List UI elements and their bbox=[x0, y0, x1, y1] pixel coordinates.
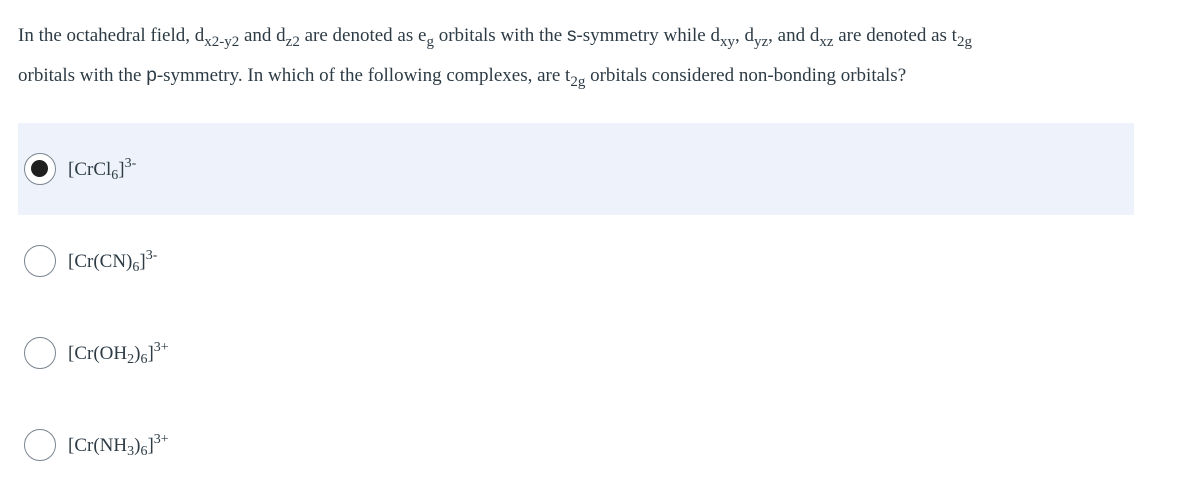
formula-charge: 3- bbox=[145, 248, 158, 264]
radio-button[interactable] bbox=[24, 429, 56, 461]
subscript: xz bbox=[819, 34, 834, 50]
formula-subscript: 6 bbox=[140, 352, 148, 368]
formula-subscript: 3 bbox=[127, 444, 135, 460]
answer-option-label bbox=[68, 156, 137, 184]
subscript: 2g bbox=[956, 34, 972, 50]
subscript: yz bbox=[753, 34, 769, 50]
radio-button[interactable] bbox=[24, 245, 56, 277]
question-text-fragment: , d bbox=[734, 25, 754, 46]
formula-subscript: 6 bbox=[111, 168, 119, 184]
question-text-fragment: In the octahedral field, d bbox=[18, 25, 205, 46]
question-text-fragment: orbitals with the bbox=[433, 25, 567, 46]
answer-option[interactable] bbox=[18, 399, 1134, 491]
radio-selected-dot bbox=[31, 160, 48, 177]
question-line-2 bbox=[18, 56, 1178, 96]
question-text-fragment: , and d bbox=[768, 25, 820, 46]
question-text-fragment: orbitals considered non-bonding orbitals? bbox=[585, 65, 907, 86]
radio-button[interactable] bbox=[24, 153, 56, 185]
question-text bbox=[18, 16, 1178, 96]
question-text-fragment: -symmetry while d bbox=[576, 25, 720, 46]
answer-option[interactable] bbox=[18, 215, 1134, 307]
subscript: g bbox=[426, 34, 434, 50]
answer-options bbox=[18, 123, 1134, 491]
formula-charge: 3+ bbox=[153, 340, 169, 356]
formula-part: [Cr(NH bbox=[68, 435, 128, 457]
formula-part: ] bbox=[147, 435, 154, 457]
question-text-fragment: orbitals with the bbox=[18, 65, 147, 86]
formula-part: ] bbox=[139, 251, 146, 273]
formula-subscript: 2 bbox=[127, 352, 135, 368]
question-text-fragment: and d bbox=[239, 25, 286, 46]
formula-part: ] bbox=[118, 159, 125, 181]
formula-part: [Cr(OH bbox=[68, 343, 128, 365]
answer-option-label bbox=[68, 248, 158, 276]
answer-option[interactable] bbox=[18, 307, 1134, 399]
subscript: x2-y2 bbox=[204, 34, 240, 50]
answer-option[interactable] bbox=[18, 123, 1134, 215]
answer-option-label bbox=[68, 432, 169, 460]
formula-part: [Cr(CN) bbox=[68, 251, 133, 273]
formula-part: ) bbox=[134, 343, 141, 365]
subscript: z2 bbox=[285, 34, 300, 50]
radio-button[interactable] bbox=[24, 337, 56, 369]
symmetry-label: p bbox=[146, 65, 157, 86]
formula-part: [CrCl bbox=[68, 159, 112, 181]
question-text-fragment: are denoted as e bbox=[299, 25, 427, 46]
formula-part: ] bbox=[147, 343, 154, 365]
subscript: 2g bbox=[570, 74, 586, 90]
subscript: xy bbox=[719, 34, 735, 50]
answer-option-label bbox=[68, 340, 169, 368]
formula-subscript: 6 bbox=[132, 260, 140, 276]
formula-charge: 3- bbox=[124, 156, 137, 172]
formula-part: ) bbox=[134, 435, 141, 457]
question-text-fragment: are denoted as t bbox=[833, 25, 957, 46]
formula-charge: 3+ bbox=[153, 432, 169, 448]
question-line-1 bbox=[18, 16, 1178, 56]
question-text-fragment: -symmetry. In which of the following complexes, are t bbox=[156, 65, 571, 86]
formula-subscript: 6 bbox=[140, 444, 148, 460]
symmetry-label: s bbox=[566, 25, 577, 46]
